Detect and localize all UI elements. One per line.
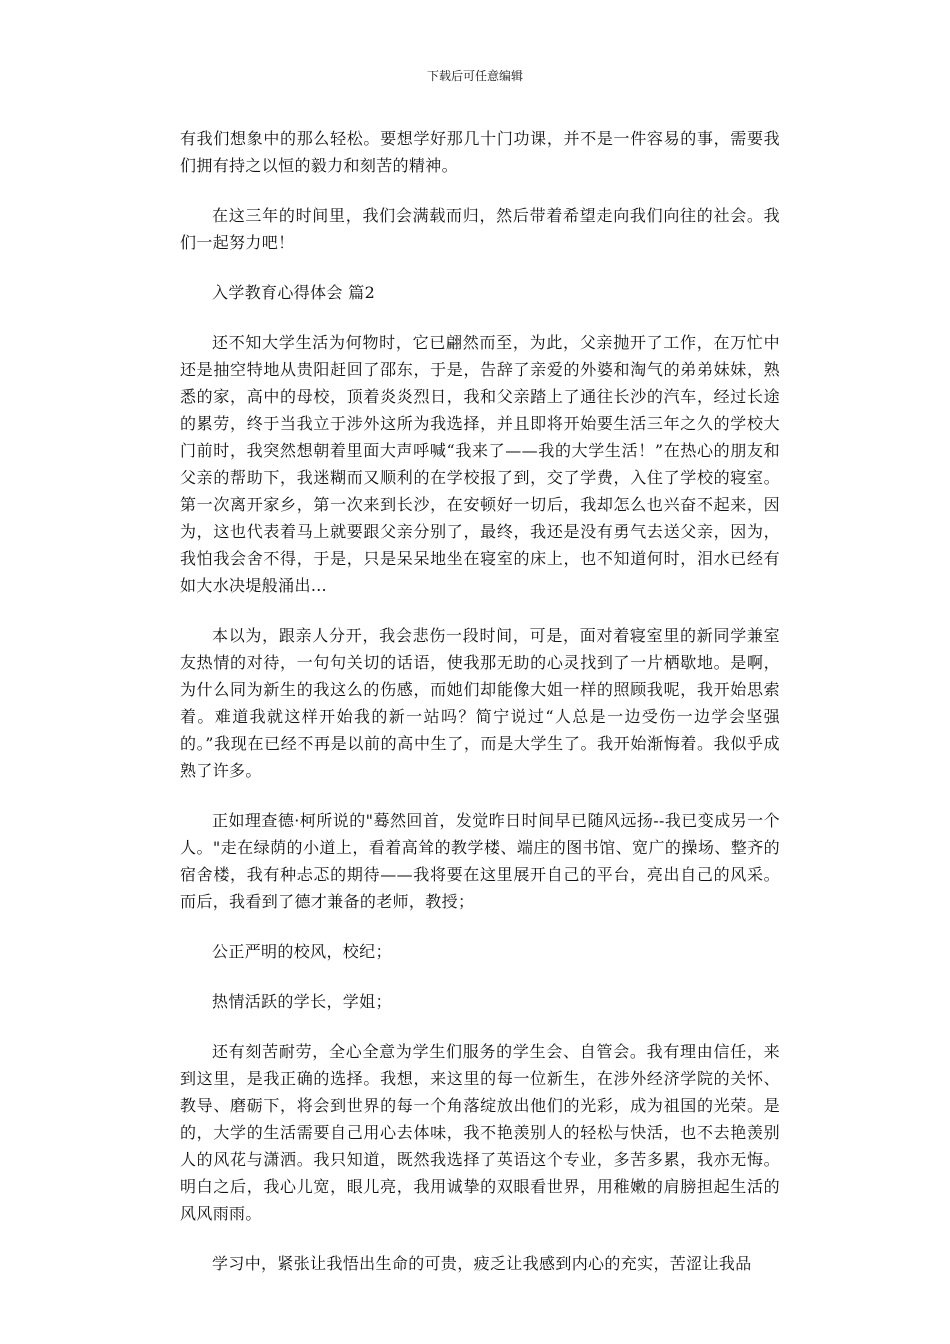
paragraph: 本以为，跟亲人分开，我会悲伤一段时间，可是，面对着寝室里的新同学兼室友热情的对待，一句句关切的话语，使我那无助的心灵找到了一片栖歇地。是啊，为什么同为新生的我这么的伤感，而她们却能像大姐一样的照顾我呢，我开始思索着。难道我就这样开始我的新一站吗？简宁说过“人总是一边受伤一边学会坚强的。”我现在已经不再是以前的高中生了，而是大学生了。我开始渐悔着。我似乎成熟了许多。 [180, 626, 780, 780]
paragraph: 有我们想象中的那么轻松。要想学好那几十门功课，并不是一件容易的事，需要我们拥有持之以恒的毅力和刻苦的精神。 [180, 129, 780, 175]
paragraph: 正如理查德·柯所说的"蓦然回首，发觉昨日时间早已随风远扬--我已变成另一个人。"走在绿荫的小道上，看着高耸的教学楼、端庄的图书馆、宽广的操场、整齐的宿舍楼，我有种忐忑的期待——我将要在这里展开自己的平台，亮出自己的风采。而后，我看到了德才兼备的老师，教授； [180, 811, 780, 911]
paragraph: 热情活跃的学长，学姐； [212, 992, 392, 1011]
paragraph: 还不知大学生活为何物时，它已翩然而至，为此，父亲抛开了工作，在万忙中还是抽空特地从贵阳赶回了邵东，于是，告辞了亲爱的外婆和淘气的弟弟妹妹，熟悉的家，高中的母校，顶着炎炎烈日，我和父亲踏上了通往长沙的汽车，经过长途的累劳，终于当我立于涉外这所为我选择，并且即将开始要生活三年之久的学校大门前时，我突然想朝着里面大声呼喊“我来了——我的大学生活！”在热心的朋友和父亲的帮助下，我迷糊而又顺利的在学校报了到，交了学费，入住了学校的寝室。第一次离开家乡，第一次来到长沙，在安顿好一切后，我却怎么也兴奋不起来，因为，这也代表着马上就要跟父亲分别了，最终，我还是没有勇气去送父亲，因为，我怕我会舍不得，于是，只是呆呆地坐在寝室的床上，也不知道何时，泪水已经有如大水决堤般涌出… [180, 333, 780, 595]
paragraph: 学习中，紧张让我悟出生命的可贵，疲乏让我感到内心的充实，苦涩让我品 [212, 1254, 752, 1273]
page-header: 下载后可任意编辑 [426, 69, 523, 83]
document-body [180, 125, 780, 1300]
paragraph: 还有刻苦耐劳，全心全意为学生们服务的学生会、自管会。我有理由信任，来到这里，是我正确的选择。我想，来这里的每一位新生，在涉外经济学院的关怀、教导、磨砺下，将会到世界的每一个角落绽放出他们的光彩，成为祖国的光荣。是的，大学的生活需要自己用心去体味，我不艳羡别人的轻松与快活，也不去艳羡别人的风花与潇洒。我只知道，既然我选择了英语这个专业，多苦多累，我亦无悔。明白之后，我心儿宽，眼儿亮，我用诚挚的双眼看世界，用稚嫩的肩膀担起生活的风风雨雨。 [180, 1042, 780, 1223]
section-heading: 入学教育心得体会 篇2 [212, 283, 376, 302]
paragraph: 公正严明的校风，校纪； [212, 942, 392, 961]
paragraph: 在这三年的时间里，我们会满载而归，然后带着希望走向我们向往的社会。我们一起努力吧！ [180, 206, 780, 252]
